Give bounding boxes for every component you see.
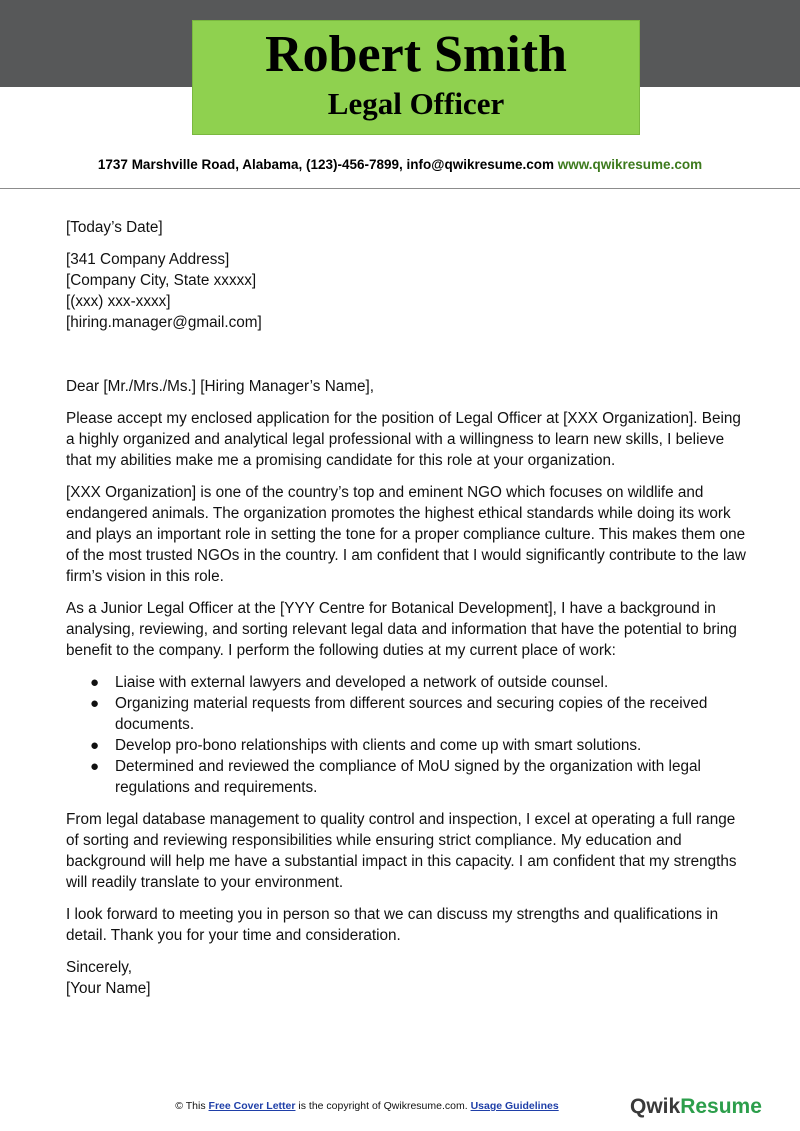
- footer: [0, 1099, 734, 1113]
- letter-date: [Today’s Date]: [66, 219, 163, 236]
- list-item: ● Organizing material requests from different sources and securing copies of the received documents.: [90, 695, 708, 733]
- list-item: ● Develop pro-bono relationships with clients and come up with smart solutions.: [90, 737, 642, 754]
- contact-details: 1737 Marshville Road, Alabama, (123)-456-7899, info@qwikresume.com: [97, 157, 555, 172]
- list-item: ● Determined and reviewed the compliance of MoU signed by the organization with legal regulations and requirements.: [90, 758, 701, 796]
- letter-body: [66, 217, 746, 999]
- footer-copyright: is the copyright of Qwikresume.com.: [298, 1100, 468, 1112]
- bullet-icon: ●: [90, 695, 100, 712]
- paragraph: From legal database management to quality control and inspection, I excel at operating a full range of sorting and reviewing responsibilities while ensuring strict compliance. My education and background will help me have a substantial impact in this capacity. I am confident that my strengths will readily translate to your environment.: [66, 811, 737, 891]
- contact-line: [0, 155, 800, 175]
- divider: [0, 188, 800, 189]
- usage-guidelines-link[interactable]: Usage Guidelines: [470, 1100, 559, 1112]
- recipient-email: [hiring.manager@gmail.com]: [66, 314, 262, 331]
- free-cover-letter-link[interactable]: Free Cover Letter: [208, 1100, 296, 1112]
- paragraph: I look forward to meeting you in person so that we can discuss my strengths and qualifications in detail. Thank you for your time and consideration.: [66, 906, 719, 944]
- recipient-phone: [(xxx) xxx-xxxx]: [66, 293, 171, 310]
- paragraph: [XXX Organization] is one of the country’s top and eminent NGO which focuses on wildlife and endangered animals. The organization promotes the highest ethical standards while doing its work and plays an important role in setting the tone for a proper compliance culture. This makes them one of the most trusted NGOs in the country. I am confident that I would significantly contribute to the law firm’s vision in this role.: [66, 484, 746, 585]
- candidate-name: Robert Smith: [265, 26, 567, 83]
- name-box: [192, 20, 640, 135]
- website-link[interactable]: www.qwikresume.com: [557, 157, 703, 172]
- paragraph: As a Junior Legal Officer at the [YYY Centre for Botanical Development], I have a background in analysing, reviewing, and sorting relevant legal data and information that have the potential to bring benefit to the company. I perform the following duties at my current place of work:: [66, 600, 737, 659]
- footer-prefix: © This: [175, 1100, 206, 1112]
- signature: [Your Name]: [66, 980, 151, 997]
- recipient-address: [341 Company Address]: [66, 251, 230, 268]
- list-item: ● Liaise with external lawyers and developed a network of outside counsel.: [90, 674, 609, 691]
- bullet-icon: ●: [90, 674, 100, 691]
- bullet-icon: ●: [90, 737, 100, 754]
- job-title: Legal Officer: [327, 86, 505, 121]
- bullet-icon: ●: [90, 758, 100, 775]
- salutation: Dear [Mr./Mrs./Ms.] [Hiring Manager’s Name],: [66, 378, 374, 395]
- qwikresume-logo: QwikResume: [630, 1095, 762, 1118]
- sign-off: Sincerely,: [66, 959, 133, 976]
- duties-list: [66, 672, 746, 798]
- recipient-city: [Company City, State xxxxx]: [66, 272, 257, 289]
- paragraph: Please accept my enclosed application for the position of Legal Officer at [XXX Organization]. Being a highly organized and analytical legal professional with a willingness to learn new skills, I believe that my abilities make me a promising candidate for this role at your organization.: [66, 410, 741, 469]
